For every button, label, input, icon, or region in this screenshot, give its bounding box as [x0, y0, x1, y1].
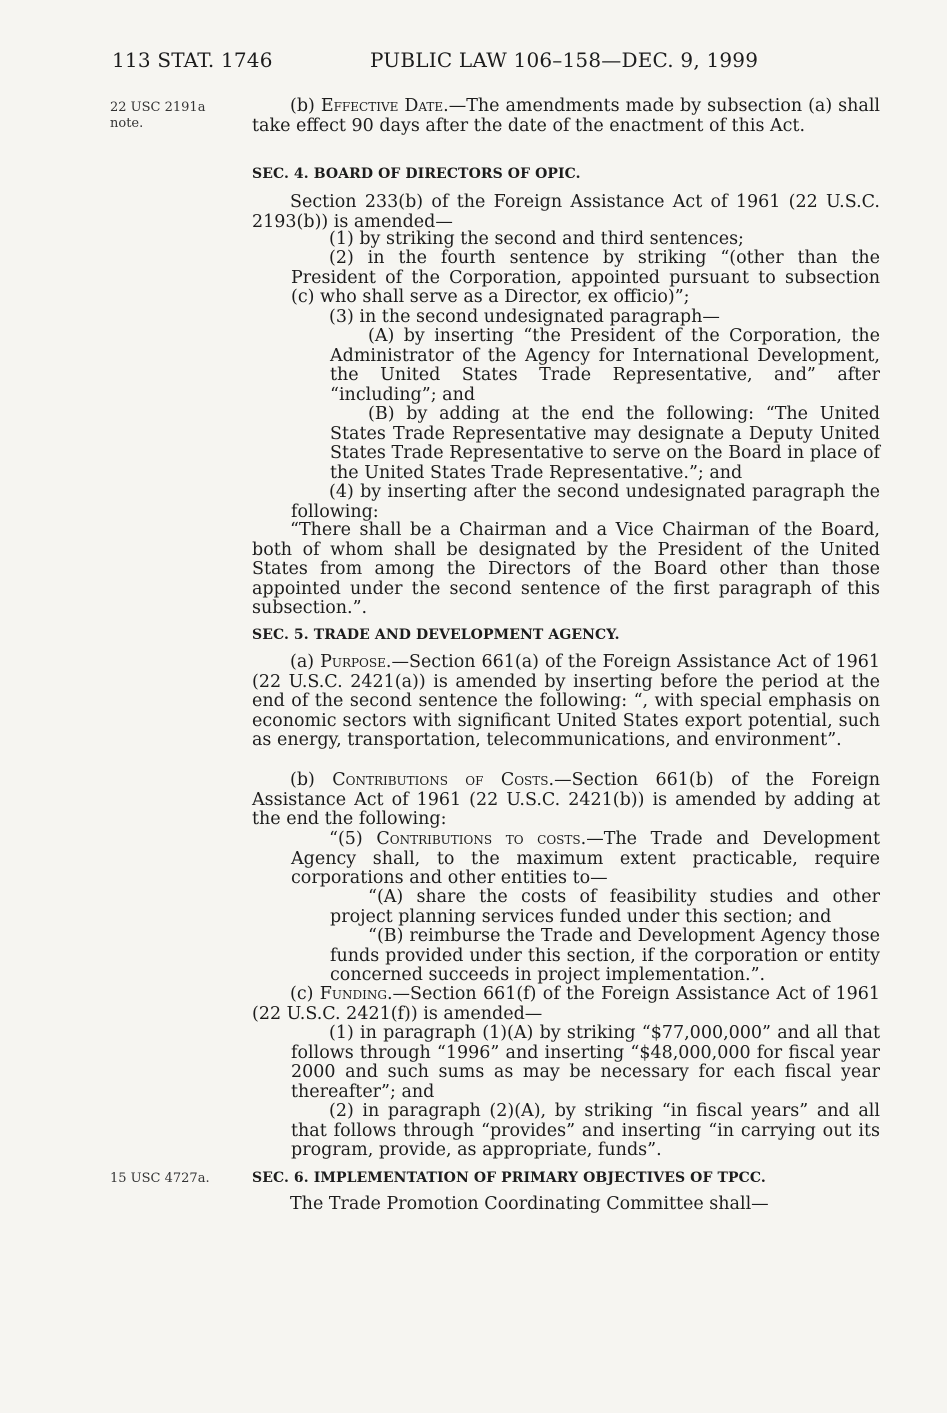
law-title: PUBLIC LAW 106–158—DEC. 9, 1999: [370, 48, 759, 72]
paragraph-tpcc: The Trade Promotion Coordinating Committee shall—: [290, 1194, 769, 1214]
paragraph-effective-date: (b) Effective Date.—The amendments made by subsection (a) shall take effect 90 days after the date of the enactment of this Act.: [252, 96, 881, 136]
paragraph-sec4-1: (1) by striking the second and third sentences;: [329, 229, 744, 249]
margin-note-2: 15 USC 4727a.: [110, 1171, 210, 1186]
paragraph-reimburse: “(B) reimburse the Trade and Development Agency those funds provided under this section, if the corporation or entity concerned succeeds in project implementation.”.: [330, 926, 880, 986]
paragraph-chairman: “There shall be a Chairman and a Vice Chairman of the Board, both of whom shall be designated by the President of the United States from among the Directors of the Board other than those appointed under the second sentence of the first paragraph of this subsection.”.: [252, 520, 880, 619]
paragraph-contributions-to-costs: “(5) Contributions to costs.—The Trade and Development Agency shall, to the maximum extent practicable, require corporations and other entities to—: [291, 829, 880, 889]
paragraph-sec4-4: (4) by inserting after the second undesignated paragraph the following:: [291, 482, 880, 522]
paragraph-funding-2: (2) in paragraph (2)(A), by striking “in fiscal years” and all that follows through “provides” and inserting “in carrying out its program, provide, as appropriate, funds”.: [291, 1101, 880, 1161]
paragraph-funding: (c) Funding.—Section 661(f) of the Foreign Assistance Act of 1961 (22 U.S.C. 2421(f)) is amended—: [252, 984, 880, 1024]
paragraph-sec4-intro: Section 233(b) of the Foreign Assistance Act of 1961 (22 U.S.C. 2193(b)) is amended—: [252, 192, 880, 232]
section-heading-5: SEC. 5. TRADE AND DEVELOPMENT AGENCY.: [252, 627, 620, 643]
paragraph-sec4-3: (3) in the second undesignated paragraph—: [329, 307, 720, 327]
paragraph-sec4-3b: (B) by adding at the end the following: “The United States Trade Representative may designate a Deputy United States Trade Representative to serve on the Board in place of the United States Trade Representative.”; and: [330, 404, 880, 483]
paragraph-contributions: (b) Contributions of Costs.—Section 661(b) of the Foreign Assistance Act of 1961 (22 U.S.C. 2421(b)) is amended by adding at the end the following:: [252, 770, 880, 830]
section-heading-4: SEC. 4. BOARD OF DIRECTORS OF OPIC.: [252, 166, 581, 182]
paragraph-sec4-2: (2) in the fourth sentence by striking “(other than the President of the Corporation, appointed pursuant to subsection (c) who shall serve as a Director, ex officio)”;: [291, 248, 880, 308]
paragraph-purpose: (a) Purpose.—Section 661(a) of the Foreign Assistance Act of 1961 (22 U.S.C. 2421(a)) is amended by inserting before the period at the end of the second sentence the following: “, with special emphasis on economic sectors with significant United States export potential, such as energy, transportation, telecommunications, and environment”.: [252, 652, 880, 751]
section-heading-6: SEC. 6. IMPLEMENTATION OF PRIMARY OBJECTIVES OF TPCC.: [252, 1170, 766, 1186]
paragraph-funding-1: (1) in paragraph (1)(A) by striking “$77,000,000” and all that follows through “1996” and inserting “$48,000,000 for fiscal year 2000 and such sums as may be necessary for each fiscal year thereafter”; and: [291, 1023, 880, 1102]
margin-note-1: 22 USC 2191a note.: [110, 100, 206, 131]
paragraph-share-costs: “(A) share the costs of feasibility studies and other project planning services funded under this section; and: [330, 887, 880, 927]
paragraph-sec4-3a: (A) by inserting “the President of the Corporation, the Administrator of the Agency for International Development, the United States Trade Representative, and” after “including”; and: [330, 326, 880, 405]
stat-citation: 113 STAT. 1746: [112, 48, 273, 72]
